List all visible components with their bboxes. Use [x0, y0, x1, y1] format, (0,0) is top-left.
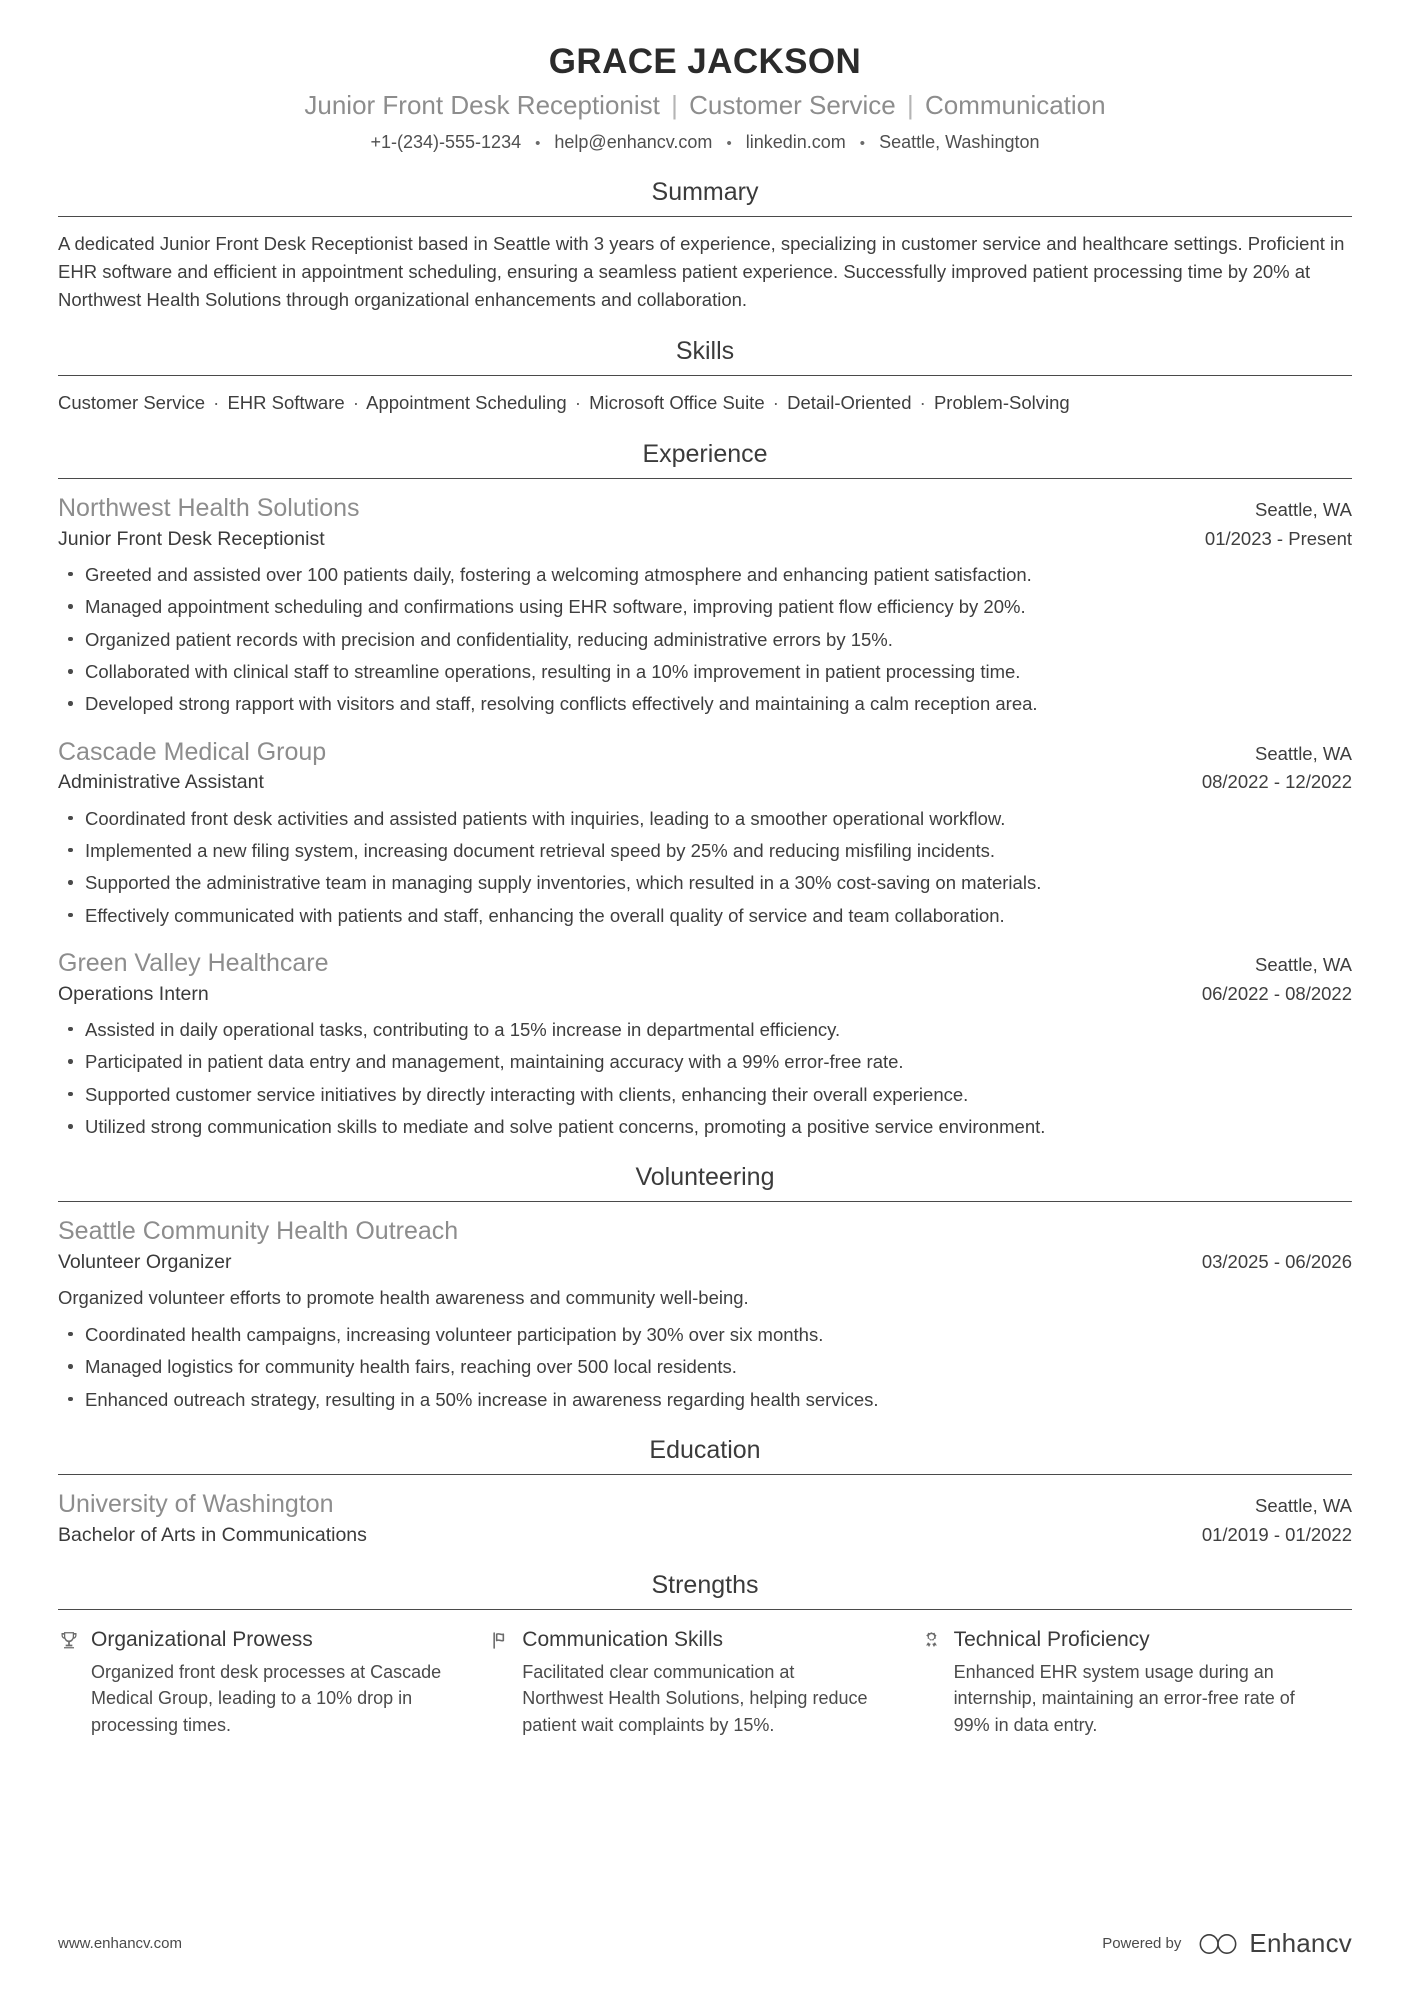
experience-location: Seattle, WA	[1255, 954, 1352, 976]
strength-item	[489, 1627, 920, 1738]
trophy-icon	[58, 1628, 80, 1652]
experience-role: Operations Intern	[58, 982, 209, 1005]
section-title-skills: Skills	[675, 337, 735, 366]
section-title-volunteering: Volunteering	[635, 1163, 775, 1192]
experience-dates: 08/2022 - 12/2022	[1201, 771, 1352, 793]
bullet-item: Managed appointment scheduling and confirmations using EHR software, improving patient flow efficiency by 20%.	[58, 593, 1352, 620]
enhancv-logo	[1195, 1928, 1352, 1959]
experience-organization: Cascade Medical Group	[58, 737, 327, 766]
section-title-strengths: Strengths	[651, 1570, 759, 1599]
section-skills	[58, 336, 1352, 417]
experience-entry-subheader	[58, 981, 1352, 1007]
experience-entry-subheader	[58, 769, 1352, 795]
strength-title: Communication Skills	[522, 1627, 724, 1651]
experience-organization: Green Valley Healthcare	[58, 949, 329, 978]
education-degree: Bachelor of Arts in Communications	[58, 1523, 367, 1546]
flag-icon	[489, 1628, 511, 1652]
skill-separator: ·	[213, 392, 220, 414]
skill-separator: ·	[772, 392, 779, 414]
contact-separator-1: •	[535, 134, 541, 152]
education-entry	[58, 1488, 1352, 1548]
contact-location: Seattle, Washington	[879, 131, 1040, 152]
experience-bullets	[58, 1016, 1352, 1141]
section-summary	[58, 177, 1352, 314]
candidate-headline	[58, 88, 1352, 123]
education-location: Seattle, WA	[1255, 1495, 1352, 1517]
skill-item: EHR Software	[227, 392, 345, 414]
bullet-item: Organized patient records with precision and confidentiality, reducing administrative errors by 15%.	[58, 626, 1352, 653]
enhancv-wordmark: Enhancv	[1249, 1928, 1352, 1958]
experience-entry	[58, 947, 1352, 1140]
experience-entry-header	[58, 492, 1352, 525]
headline-separator-1: |	[671, 89, 678, 120]
contact-phone: +1-(234)-555-1234	[370, 131, 522, 152]
section-title-experience: Experience	[642, 440, 768, 469]
footer-branding	[1102, 1928, 1352, 1959]
skills-body	[58, 376, 1352, 417]
experience-body	[58, 479, 1352, 1140]
experience-bullets	[58, 805, 1352, 930]
experience-entry	[58, 492, 1352, 718]
strengths-grid	[58, 1623, 1352, 1738]
powered-by-label: Powered by	[1102, 1935, 1182, 1952]
strength-header	[489, 1627, 874, 1653]
section-education	[58, 1435, 1352, 1548]
contact-line	[58, 130, 1352, 155]
bullet-item: Supported the administrative team in managing supply inventories, which resulted in a 30% cost-saving on materials.	[58, 869, 1352, 896]
section-volunteering	[58, 1162, 1352, 1413]
bullet-item: Implemented a new filing system, increasing document retrieval speed by 25% and reducing misfiling incidents.	[58, 837, 1352, 864]
bullet-item: Developed strong rapport with visitors and staff, resolving conflicts effectively and maintaining a calm reception area.	[58, 690, 1352, 717]
bullet-item: Supported customer service initiatives by directly interacting with clients, enhancing their overall experience.	[58, 1081, 1352, 1108]
bullet-item: Participated in patient data entry and management, maintaining accuracy with a 99% error-free rate.	[58, 1048, 1352, 1075]
education-entry-subheader	[58, 1522, 1352, 1548]
bullet-item: Enhanced outreach strategy, resulting in a 50% increase in awareness regarding health services.	[58, 1386, 1352, 1413]
experience-role: Junior Front Desk Receptionist	[58, 527, 325, 550]
experience-role: Administrative Assistant	[58, 771, 264, 794]
skill-item: Appointment Scheduling	[366, 392, 567, 414]
skill-separator: ·	[919, 392, 926, 414]
bullet-item: Effectively communicated with patients and staff, enhancing the overall quality of service and team collaboration.	[58, 902, 1352, 929]
strength-text: Enhanced EHR system usage during an internship, maintaining an error-free rate of 99% in data entry.	[953, 1662, 1295, 1735]
volunteering-entry-subheader	[58, 1249, 1352, 1275]
strength-title: Technical Proficiency	[953, 1627, 1150, 1651]
skill-item: Problem-Solving	[933, 392, 1070, 414]
summary-body	[58, 217, 1352, 314]
volunteering-body	[58, 1202, 1352, 1413]
education-institution: University of Washington	[58, 1490, 334, 1519]
experience-entry-subheader	[58, 526, 1352, 552]
contact-separator-2: •	[726, 134, 732, 152]
skill-item: Microsoft Office Suite	[589, 392, 765, 414]
experience-location: Seattle, WA	[1255, 742, 1352, 764]
experience-entry-header	[58, 736, 1352, 769]
resume-header	[58, 0, 1352, 155]
strengths-body	[58, 1610, 1352, 1738]
experience-entry-header	[58, 947, 1352, 980]
bullet-item: Collaborated with clinical staff to streamline operations, resulting in a 10% improvement in patient processing time.	[58, 658, 1352, 685]
volunteering-bullets	[58, 1321, 1352, 1413]
section-title-education: Education	[649, 1436, 761, 1465]
experience-organization: Northwest Health Solutions	[58, 494, 360, 523]
bullet-item: Utilized strong communication skills to mediate and solve patient concerns, promoting a positive service environment.	[58, 1113, 1352, 1140]
education-entry-header	[58, 1488, 1352, 1521]
candidate-name: GRACE JACKSON	[548, 42, 862, 81]
bullet-item: Assisted in daily operational tasks, contributing to a 15% increase in departmental efficiency.	[58, 1016, 1352, 1043]
experience-entry	[58, 736, 1352, 929]
volunteering-dates: 03/2025 - 06/2026	[1201, 1250, 1352, 1272]
bullet-item: Greeted and assisted over 100 patients daily, fostering a welcoming atmosphere and enhancing patient satisfaction.	[58, 561, 1352, 588]
footer-website-url[interactable]: www.enhancv.com	[58, 1935, 182, 1952]
headline-part-1: Junior Front Desk Receptionist	[304, 89, 660, 120]
education-body	[58, 1475, 1352, 1548]
contact-email[interactable]: help@enhancv.com	[554, 131, 713, 152]
strength-text: Facilitated clear communication at Northwest Health Solutions, helping reduce patient wait complaints by 15%.	[522, 1662, 868, 1735]
contact-linkedin[interactable]: linkedin.com	[745, 131, 846, 152]
education-dates: 01/2019 - 01/2022	[1201, 1523, 1352, 1545]
section-experience	[58, 439, 1352, 1140]
volunteering-role: Volunteer Organizer	[58, 1250, 232, 1273]
contact-separator-3: •	[859, 134, 866, 152]
headline-separator-2: |	[906, 89, 914, 120]
skills-list	[58, 389, 1352, 417]
headline-part-3: Communication	[924, 89, 1106, 120]
bullet-item: Coordinated health campaigns, increasing volunteer participation by 30% over six months.	[58, 1321, 1352, 1348]
strength-text: Organized front desk processes at Cascade Medical Group, leading to a 10% drop in processing times.	[91, 1662, 442, 1735]
section-strengths	[58, 1570, 1352, 1738]
strength-title: Organizational Prowess	[91, 1627, 313, 1651]
experience-dates: 01/2023 - Present	[1204, 527, 1352, 549]
strength-item	[921, 1627, 1352, 1738]
bullet-item: Managed logistics for community health fairs, reaching over 500 local residents.	[58, 1353, 1352, 1380]
skill-separator: ·	[574, 392, 581, 414]
volunteering-organization: Seattle Community Health Outreach	[58, 1217, 459, 1246]
summary-text: A dedicated Junior Front Desk Receptionist based in Seattle with 3 years of experience, specializing in customer service and healthcare settings. Proficient in EHR software and efficient in appointment scheduling, ensuring a seamless patient experience. Successfully improved patient processing time by 20% at Northwest Health Solutions through organizational enhancements and collaboration.	[58, 233, 1345, 311]
strength-header	[58, 1627, 443, 1653]
experience-bullets	[58, 561, 1352, 718]
page-footer	[58, 1928, 1352, 1959]
award-ribbon-icon	[921, 1628, 943, 1652]
strength-header	[921, 1627, 1306, 1653]
headline-part-2: Customer Service	[689, 89, 896, 120]
section-title-summary: Summary	[651, 178, 759, 207]
volunteering-description: Organized volunteer efforts to promote health awareness and community well-being.	[58, 1287, 749, 1309]
strength-item	[58, 1627, 489, 1738]
volunteering-entry	[58, 1215, 1352, 1413]
experience-location: Seattle, WA	[1255, 499, 1352, 521]
volunteering-entry-header	[58, 1215, 1352, 1248]
skill-separator: ·	[352, 392, 359, 414]
skill-item: Customer Service	[58, 392, 206, 414]
experience-dates: 06/2022 - 08/2022	[1201, 982, 1352, 1004]
bullet-item: Coordinated front desk activities and assisted patients with inquiries, leading to a smoother operational workflow.	[58, 805, 1352, 832]
skill-item: Detail-Oriented	[787, 392, 912, 414]
